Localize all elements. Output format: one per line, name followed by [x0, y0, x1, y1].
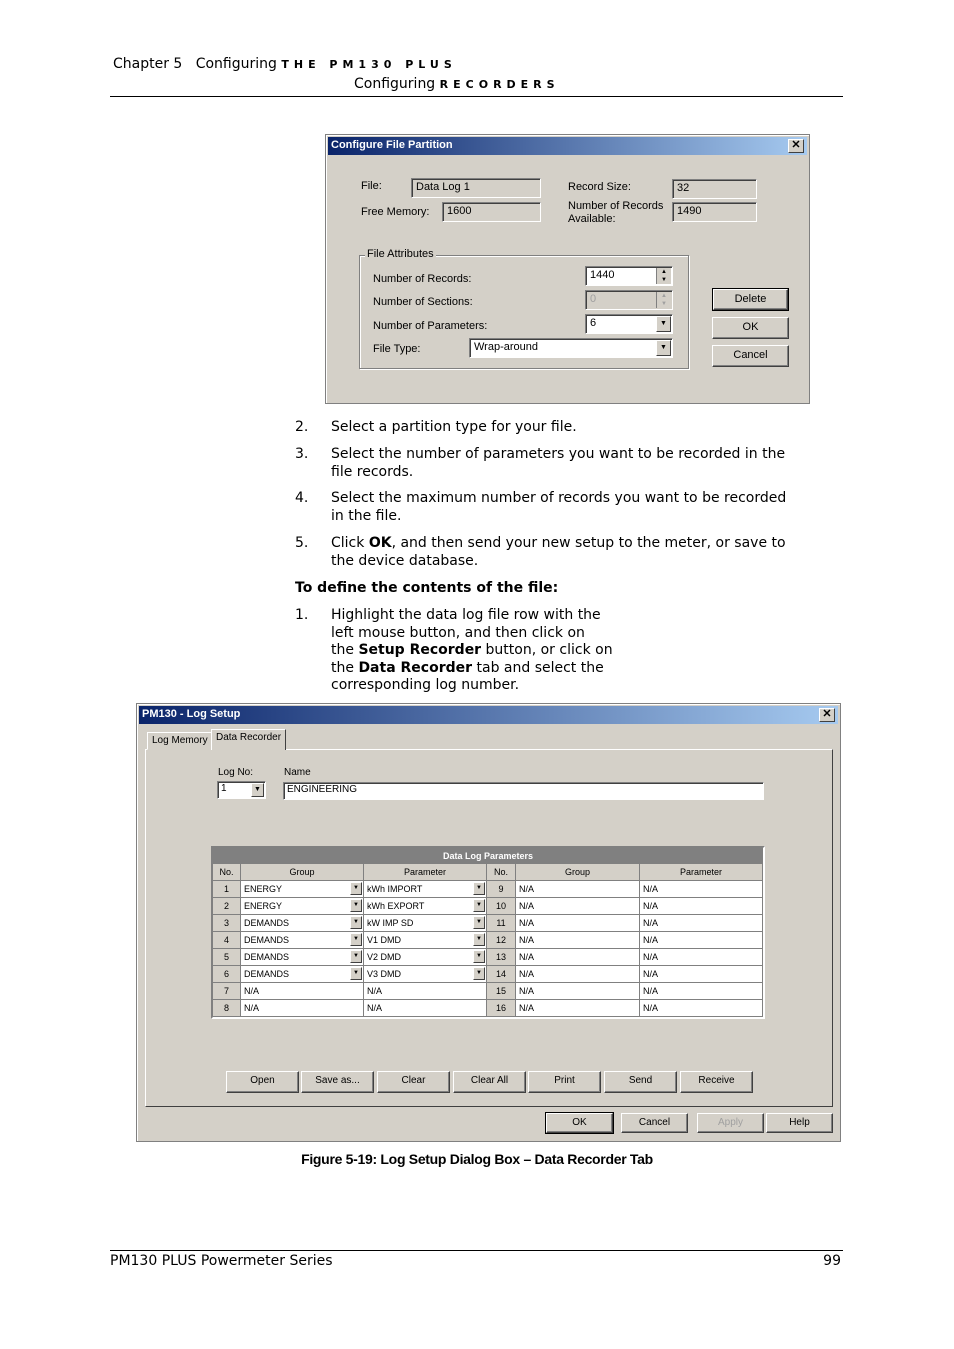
- step-line-3b: Setup Recorder: [358, 642, 482, 658]
- step-text: Select the maximum number of records you want to be recorded in the file.: [331, 490, 787, 524]
- grid-cell-text: 11: [496, 918, 506, 928]
- grid-cell[interactable]: [640, 898, 763, 915]
- step-text-bold: OK: [368, 535, 392, 551]
- step-line-2: left mouse button, and then click on: [331, 624, 585, 641]
- step-text: Select the number of parameters you want to be recorded in the file records.: [331, 446, 786, 480]
- grid-cell-text: 13: [495, 952, 506, 962]
- grid-column-header: No.: [213, 864, 241, 881]
- grid-cell[interactable]: [516, 881, 640, 898]
- cancel-button[interactable]: Cancel: [621, 1113, 688, 1133]
- grid-row-number: [487, 983, 516, 1000]
- grid-cell-text: V3 DMD: [367, 969, 402, 979]
- file-type-value: Wrap-around: [474, 341, 538, 353]
- num-sections-label: Number of Sections:: [373, 296, 473, 308]
- chevron-down-icon[interactable]: ▼: [473, 950, 485, 963]
- grid-cell-text: N/A: [244, 986, 260, 996]
- grid-cell-text: 1: [223, 884, 229, 894]
- chevron-down-icon[interactable]: ▼: [473, 933, 485, 946]
- grid-row-number: [213, 898, 241, 915]
- header-caps-2: RECORDERS: [439, 78, 560, 91]
- grid-cell-text: N/A: [519, 935, 535, 945]
- name-label: Name: [284, 767, 311, 778]
- grid-cell[interactable]: [241, 983, 364, 1000]
- grid-cell-text: 12: [495, 935, 506, 945]
- step-text-pre: Click: [331, 535, 369, 551]
- grid-cell[interactable]: [516, 966, 640, 983]
- num-params-value: 6: [590, 317, 597, 329]
- step-line-5: corresponding log number.: [331, 677, 520, 693]
- grid-cell[interactable]: [516, 949, 640, 966]
- step-number: 3.: [295, 446, 309, 462]
- grid-row-number: [213, 881, 241, 898]
- grid-cell[interactable]: [516, 932, 640, 949]
- step-text: [331, 535, 801, 570]
- chevron-down-icon[interactable]: ▼: [251, 783, 264, 797]
- grid-cell-text: ENERGY: [244, 901, 283, 911]
- step-line-4b: Data Recorder: [358, 659, 473, 676]
- footer-rule: [110, 1250, 843, 1251]
- chevron-down-icon[interactable]: ▼: [473, 916, 485, 929]
- file-attributes-label: File Attributes: [367, 248, 434, 260]
- num-params-select[interactable]: [585, 314, 673, 334]
- grid-cell[interactable]: [241, 949, 364, 966]
- grid-cell-text: 14: [495, 969, 506, 979]
- step-line-1: Highlight the data log file row with the: [331, 607, 601, 623]
- grid-cell-text: N/A: [643, 918, 659, 928]
- grid-cell[interactable]: [241, 1000, 364, 1017]
- num-sections-spinner: [585, 290, 673, 310]
- grid-cell-text: N/A: [519, 1003, 535, 1013]
- grid-column-header: Group: [241, 864, 364, 881]
- grid-row-number: [487, 881, 516, 898]
- tab-data-recorder[interactable]: Data Recorder: [211, 729, 286, 750]
- chevron-down-icon[interactable]: ▼: [656, 340, 671, 356]
- grid-cell[interactable]: [241, 881, 364, 898]
- dialog-titlebar: [139, 706, 838, 724]
- chevron-down-icon[interactable]: ▼: [656, 316, 671, 332]
- page-number: 99: [823, 1253, 841, 1269]
- chevron-down-icon[interactable]: ▼: [473, 967, 485, 980]
- grid-cell[interactable]: [364, 932, 487, 949]
- file-type-select[interactable]: [469, 338, 673, 358]
- log-no-label: Log No:: [218, 767, 254, 778]
- grid-cell[interactable]: [364, 881, 487, 898]
- grid-cell-text: V2 DMD: [367, 952, 402, 962]
- grid-cell-text: N/A: [643, 969, 659, 979]
- grid-cell-text: N/A: [367, 1003, 383, 1013]
- grid-column-header: Group: [516, 864, 640, 881]
- step-line-4a: the: [331, 659, 359, 676]
- file-field: Data Log 1: [411, 178, 541, 198]
- grid-column-header: No.: [487, 864, 516, 881]
- grid-row-number: [213, 932, 241, 949]
- grid-cell-text: DEMANDS: [244, 952, 290, 962]
- chevron-down-icon[interactable]: ▼: [473, 882, 485, 895]
- grid-cell-text: N/A: [367, 986, 383, 996]
- clear-button[interactable]: Clear: [377, 1071, 450, 1093]
- save-as-button[interactable]: Save as...: [301, 1071, 374, 1093]
- record-size-field: 32: [672, 179, 757, 199]
- tab-log-memory[interactable]: Log Memory: [147, 732, 213, 750]
- step-number: 1.: [295, 607, 309, 623]
- header-rule: [110, 96, 843, 97]
- grid-column-header: Parameter: [364, 864, 487, 881]
- grid-cell-text: N/A: [643, 901, 659, 911]
- file-label: File:: [361, 180, 382, 192]
- grid-cell-text: 8: [223, 1003, 229, 1013]
- grid-cell-text: N/A: [519, 884, 535, 894]
- chevron-down-icon[interactable]: ▼: [473, 899, 485, 912]
- grid-cell-text: N/A: [519, 986, 535, 996]
- data-log-parameters-grid: [211, 846, 765, 1019]
- log-setup-dialog: [136, 703, 841, 1142]
- grid-cell[interactable]: [640, 932, 763, 949]
- header-prefix-1: Configuring: [195, 56, 277, 72]
- grid-cell[interactable]: [516, 898, 640, 915]
- dialog-title: Configure File Partition: [331, 139, 453, 151]
- running-header-line2: [354, 76, 560, 92]
- chevron-down-icon[interactable]: ▼: [350, 916, 362, 929]
- step-line-3a: the: [331, 642, 359, 658]
- help-button[interactable]: Help: [766, 1113, 833, 1133]
- grid-cell-text: 4: [223, 935, 229, 945]
- grid-row-number: [213, 949, 241, 966]
- chevron-down-icon[interactable]: ▼: [350, 950, 362, 963]
- chevron-down-icon[interactable]: ▼: [350, 933, 362, 946]
- grid-cell[interactable]: [640, 1000, 763, 1017]
- grid-row-number: [487, 966, 516, 983]
- cancel-button[interactable]: Cancel: [712, 345, 789, 367]
- grid-row-number: [213, 1000, 241, 1017]
- log-no-value: 1: [221, 783, 227, 794]
- subheading: To define the contents of the file:: [295, 580, 559, 596]
- grid-cell[interactable]: [516, 1000, 640, 1017]
- grid-cell[interactable]: [364, 983, 487, 1000]
- grid-cell-text: 5: [223, 952, 229, 962]
- num-records-value: 1440: [590, 269, 615, 281]
- grid-cell-text: 15: [495, 986, 506, 996]
- grid-cell-text: 7: [223, 986, 229, 996]
- step-line-4c: tab and select the: [472, 659, 604, 676]
- free-memory-label: Free Memory:: [361, 206, 430, 218]
- step-number: 2.: [295, 419, 309, 435]
- free-memory-field: 1600: [442, 202, 541, 222]
- grid-cell-text: N/A: [643, 935, 659, 945]
- log-no-select[interactable]: [217, 781, 266, 799]
- dialog-titlebar: [328, 137, 807, 155]
- ok-button[interactable]: OK: [546, 1113, 613, 1133]
- grid-cell-text: 9: [498, 884, 504, 894]
- grid-cell[interactable]: [241, 966, 364, 983]
- grid-row-number: [487, 915, 516, 932]
- header-caps-1: THE PM130 PLUS: [281, 58, 457, 71]
- record-size-label: Record Size:: [568, 181, 631, 193]
- send-button[interactable]: Send: [604, 1071, 677, 1093]
- grid-cell-text: kWh IMPORT: [367, 884, 423, 894]
- grid-cell[interactable]: [640, 881, 763, 898]
- grid-cell[interactable]: [640, 915, 763, 932]
- grid-cell[interactable]: [364, 898, 487, 915]
- footer-title: PM130 PLUS Powermeter Series: [110, 1253, 333, 1269]
- num-params-label: Number of Parameters:: [373, 320, 488, 332]
- chapter-label: Chapter 5: [113, 56, 183, 72]
- grid-cell-text: 10: [495, 901, 506, 911]
- records-available-label-1: Number of Records: [568, 200, 664, 212]
- grid-row-number: [487, 1000, 516, 1017]
- grid-cell[interactable]: [640, 949, 763, 966]
- grid-cell-text: N/A: [519, 969, 535, 979]
- num-sections-value: 0: [590, 293, 597, 305]
- grid-cell-text: N/A: [244, 1003, 260, 1013]
- figure-caption: Figure 5-19: Log Setup Dialog Box – Data Recorder Tab: [301, 1151, 653, 1167]
- grid-row-number: [487, 898, 516, 915]
- step-number: 4.: [295, 490, 309, 506]
- apply-button: Apply: [697, 1113, 764, 1133]
- grid-cell-text: ENERGY: [244, 884, 283, 894]
- running-header-line1: [113, 56, 457, 72]
- step-number: 5.: [295, 535, 309, 551]
- grid-cell-text: N/A: [519, 901, 535, 911]
- grid-cell-text: kW IMP SD: [367, 918, 414, 928]
- print-button[interactable]: Print: [528, 1071, 601, 1093]
- name-input[interactable]: ENGINEERING: [283, 782, 764, 800]
- records-available-field: 1490: [672, 202, 757, 222]
- grid-cell-text: V1 DMD: [367, 935, 402, 945]
- grid-cell-text: N/A: [519, 952, 535, 962]
- close-icon[interactable]: ✕: [819, 708, 835, 722]
- header-prefix-2: Configuring: [354, 76, 436, 92]
- grid-row-number: [213, 915, 241, 932]
- grid-row-number: [487, 932, 516, 949]
- step-text-post: , and then send your new setup to the meter, or save to the device database.: [331, 535, 786, 569]
- grid-cell-text: N/A: [643, 952, 659, 962]
- file-type-label: File Type:: [373, 343, 421, 355]
- grid-column-header: Parameter: [640, 864, 763, 881]
- step-text: Select a partition type for your file.: [331, 419, 577, 435]
- grid-cell[interactable]: [364, 949, 487, 966]
- grid-cell-text: DEMANDS: [244, 918, 290, 928]
- grid-cell-text: kWh EXPORT: [367, 901, 425, 911]
- grid-cell[interactable]: [364, 1000, 487, 1017]
- grid-cell-text: 2: [223, 901, 229, 911]
- grid-cell[interactable]: [516, 915, 640, 932]
- grid-cell-text: N/A: [519, 918, 535, 928]
- grid-cell-text: N/A: [643, 1003, 659, 1013]
- grid-cell[interactable]: [364, 966, 487, 983]
- num-records-label: Number of Records:: [373, 273, 472, 285]
- grid-cell[interactable]: [241, 915, 364, 932]
- grid-cell-text: DEMANDS: [244, 969, 290, 979]
- grid-cell[interactable]: [241, 898, 364, 915]
- records-available-label-2: Available:: [568, 213, 616, 225]
- grid-row-number: [213, 983, 241, 1000]
- grid-title: Data Log Parameters: [213, 848, 763, 864]
- grid-cell[interactable]: [516, 983, 640, 1000]
- num-records-spinner[interactable]: [585, 266, 673, 286]
- delete-button[interactable]: Delete: [713, 289, 788, 310]
- grid-cell-text: N/A: [643, 986, 659, 996]
- grid-cell[interactable]: [640, 983, 763, 1000]
- receive-button[interactable]: Receive: [680, 1071, 753, 1093]
- configure-file-partition-dialog: [325, 134, 810, 404]
- close-icon[interactable]: ✕: [788, 139, 804, 153]
- clear-all-button[interactable]: Clear All: [453, 1071, 526, 1093]
- chevron-down-icon[interactable]: ▼: [350, 967, 362, 980]
- step-text: [331, 607, 661, 695]
- dialog-title: PM130 - Log Setup: [142, 708, 241, 720]
- chevron-down-icon[interactable]: ▼: [350, 899, 362, 912]
- open-button[interactable]: Open: [226, 1071, 299, 1093]
- ok-button[interactable]: OK: [712, 317, 789, 339]
- step-line-3c: button, or click on: [481, 642, 613, 658]
- chevron-down-icon[interactable]: ▼: [350, 882, 362, 895]
- spinner-arrows-icon: ▲ ▼: [656, 292, 671, 308]
- grid-cell-text: 16: [495, 1003, 506, 1013]
- spinner-arrows-icon[interactable]: ▲ ▼: [656, 268, 671, 284]
- grid-cell[interactable]: [241, 932, 364, 949]
- grid-row-number: [213, 966, 241, 983]
- grid-row-number: [487, 949, 516, 966]
- grid-cell[interactable]: [640, 966, 763, 983]
- grid-cell-text: DEMANDS: [244, 935, 290, 945]
- grid-cell-text: 6: [223, 969, 229, 979]
- grid-cell-text: 3: [223, 918, 229, 928]
- grid-cell-text: N/A: [643, 884, 659, 894]
- grid-cell[interactable]: [364, 915, 487, 932]
